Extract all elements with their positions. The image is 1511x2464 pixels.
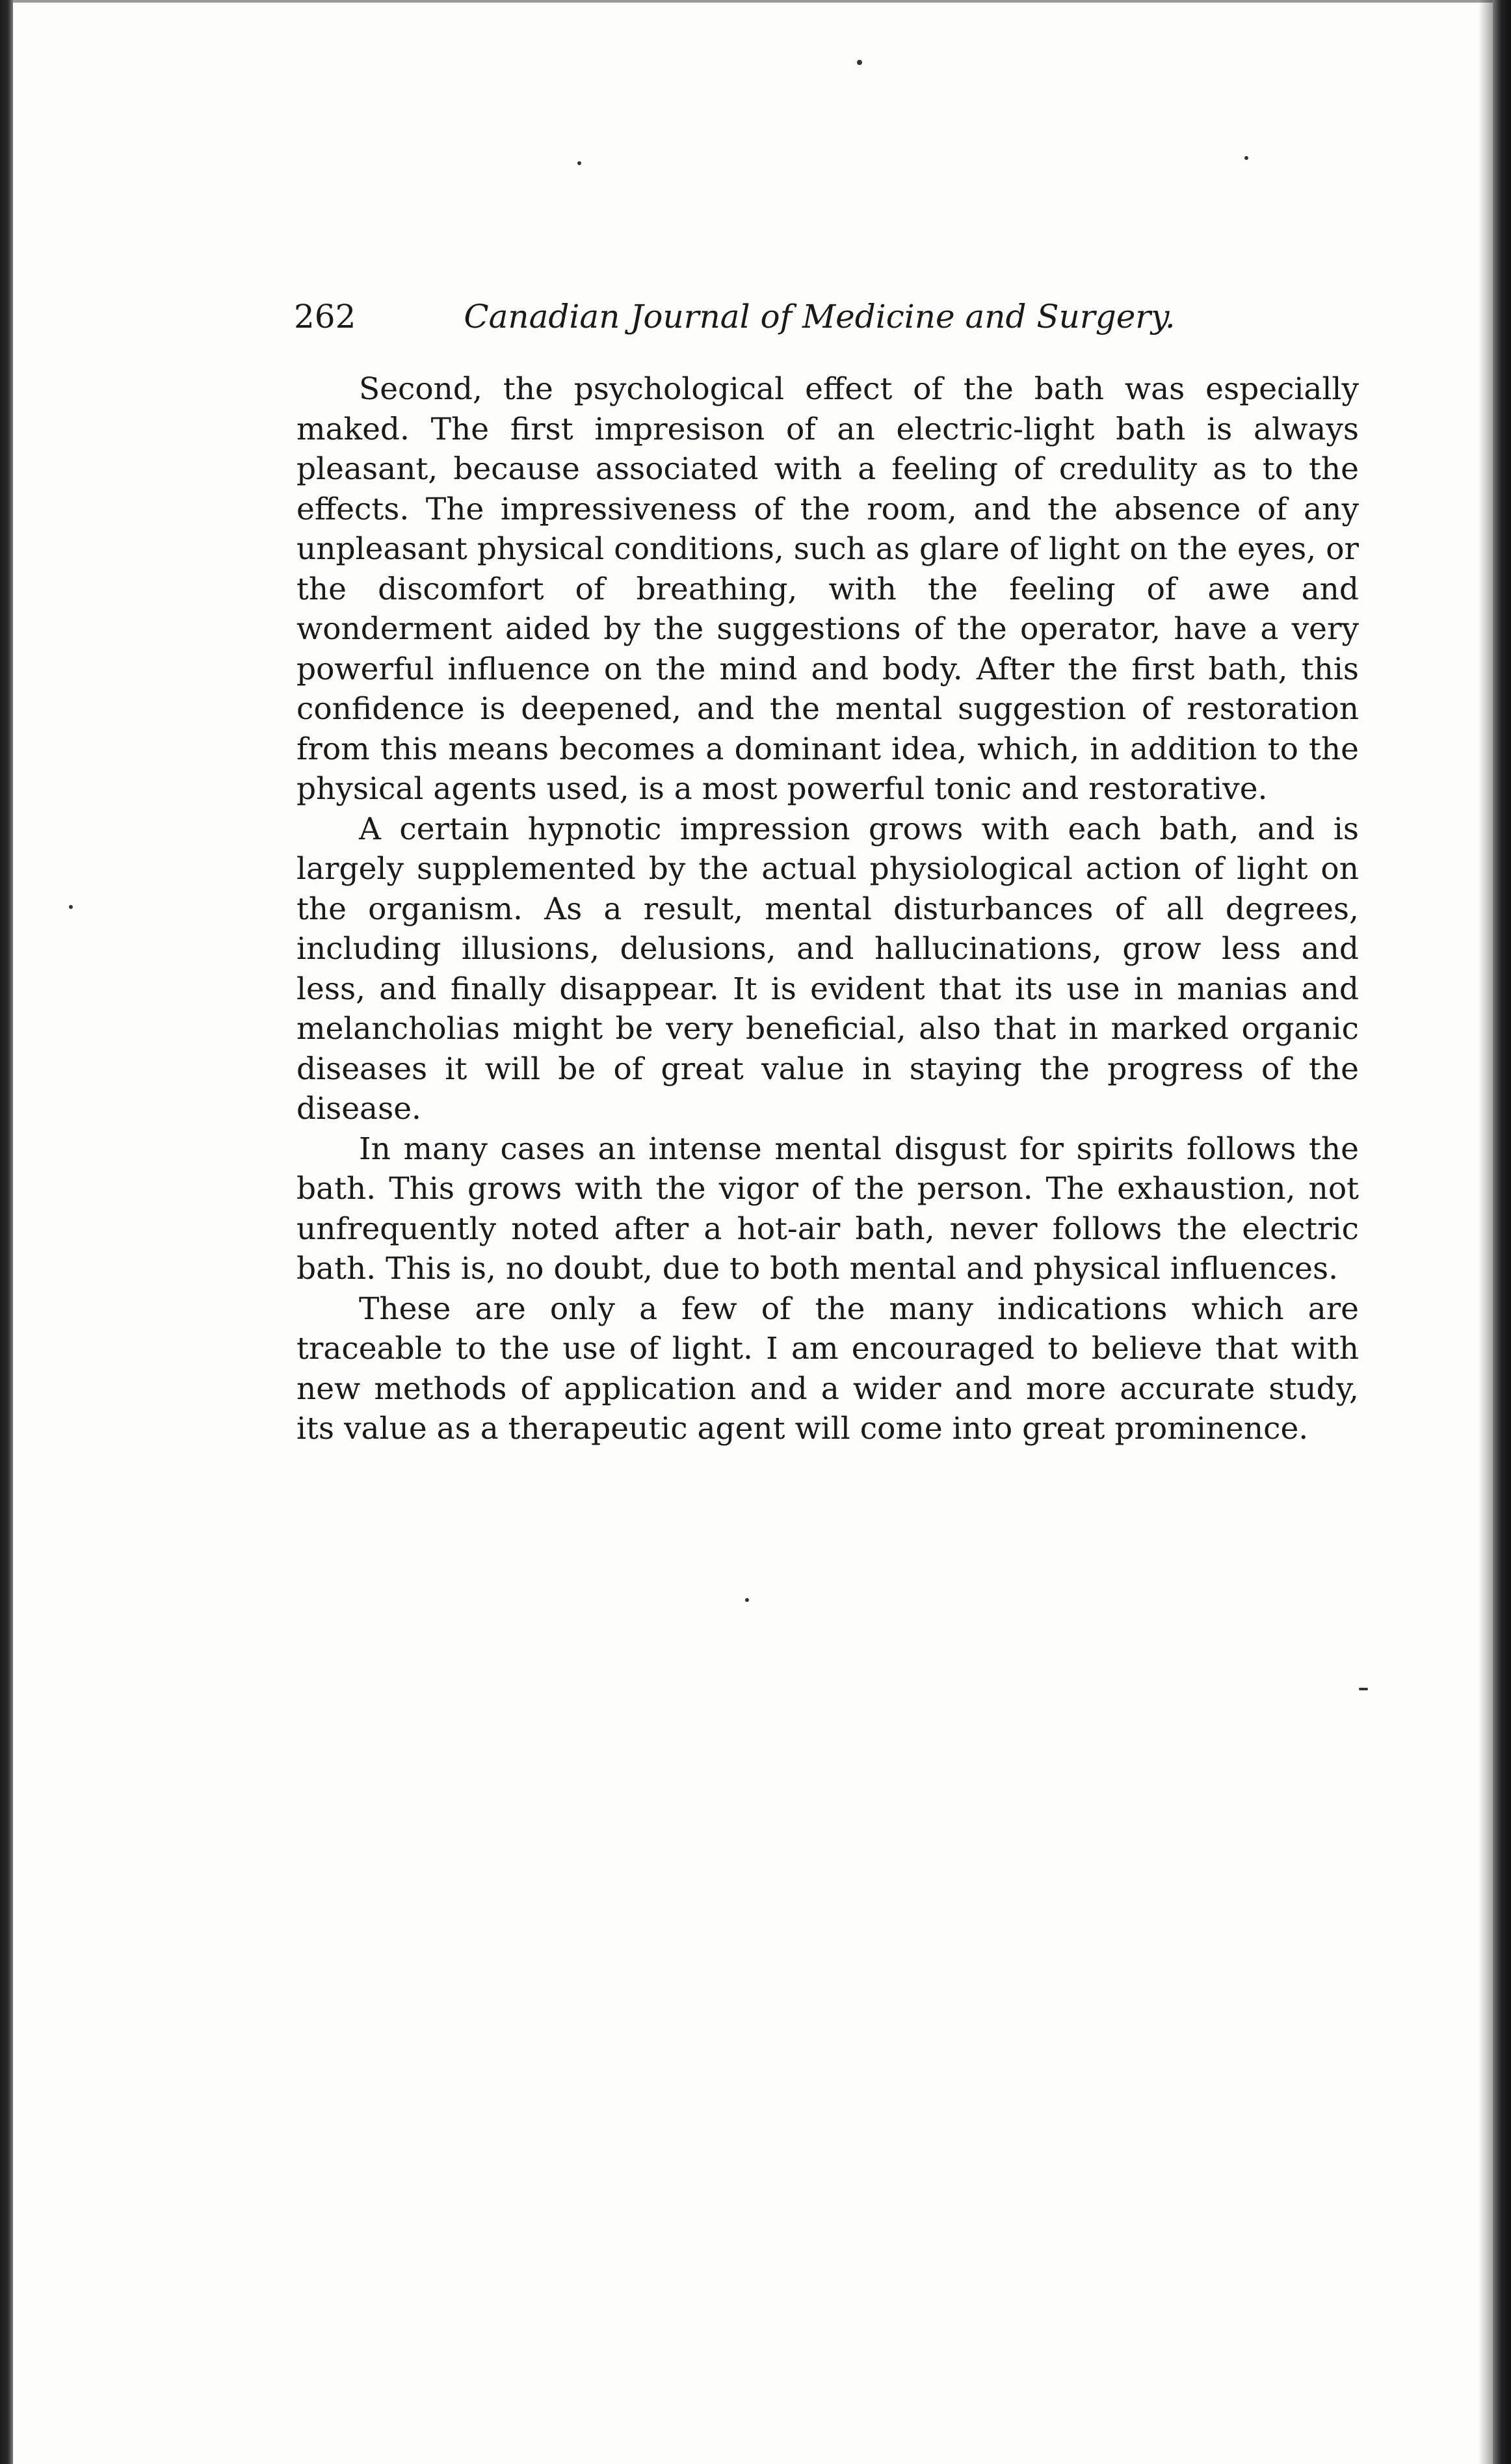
paragraph: Second, the psychological effect of the bath was especially maked. The first impresison of an electric-light bath is always pleasant, because associated with a feeling of credulity as to the effects. The impressiveness of the room, and the absence of any unpleasant physical conditions, such as glare of light on the eyes, or the discomfort of breathing, with the feeling of awe and wonderment aided by the suggestions of the operator, have a very powerful influence on the mind and body. After the first bath, this confidence is deepened, and the mental suggestion of restoration from this means becomes a dominant idea, which, in addition to the physical agents used, is a most powerful tonic and restorative. — [296, 371, 1359, 807]
right-page-edge — [1493, 0, 1511, 2464]
ink-speck — [1244, 156, 1248, 160]
article-body — [296, 369, 1359, 1449]
paragraph: In many cases an intense mental disgust for spirits follows the bath. This grows with the vigor of the person. The exhaustion, not unfrequently noted after a hot-air bath, never follows the electric bath. This is, no doubt, due to both mental and physical influences. — [296, 1131, 1359, 1287]
ink-speck — [577, 161, 581, 165]
ink-speck — [745, 1598, 749, 1602]
journal-title: Canadian Journal of Medicine and Surgery. — [464, 298, 1176, 335]
ink-speck — [1359, 1688, 1368, 1690]
running-head — [294, 294, 1360, 339]
page-number: 262 — [294, 298, 356, 335]
spine-shadow — [1478, 0, 1493, 2464]
ink-speck — [69, 905, 73, 909]
paragraph: These are only a few of the many indications which are traceable to the use of light. I am encouraged to believe that with new methods of application and a wider and more accurate study, its value as a therapeutic agent will come into great prominence. — [296, 1291, 1359, 1447]
ink-speck — [857, 60, 862, 65]
left-page-edge — [0, 0, 13, 2464]
paragraph: A certain hypnotic impression grows with each bath, and is largely supplemented by the actual physiological action of light on the organism. As a result, mental disturbances of all degrees, including illusions, delusions, and hallucinations, grow less and less, and finally disappear. It is evident that its use in manias and melancholias might be very beneficial, also that in marked organic diseases it will be of great value in staying the progress of the disease. — [296, 811, 1359, 1127]
top-page-edge — [13, 0, 1493, 3]
